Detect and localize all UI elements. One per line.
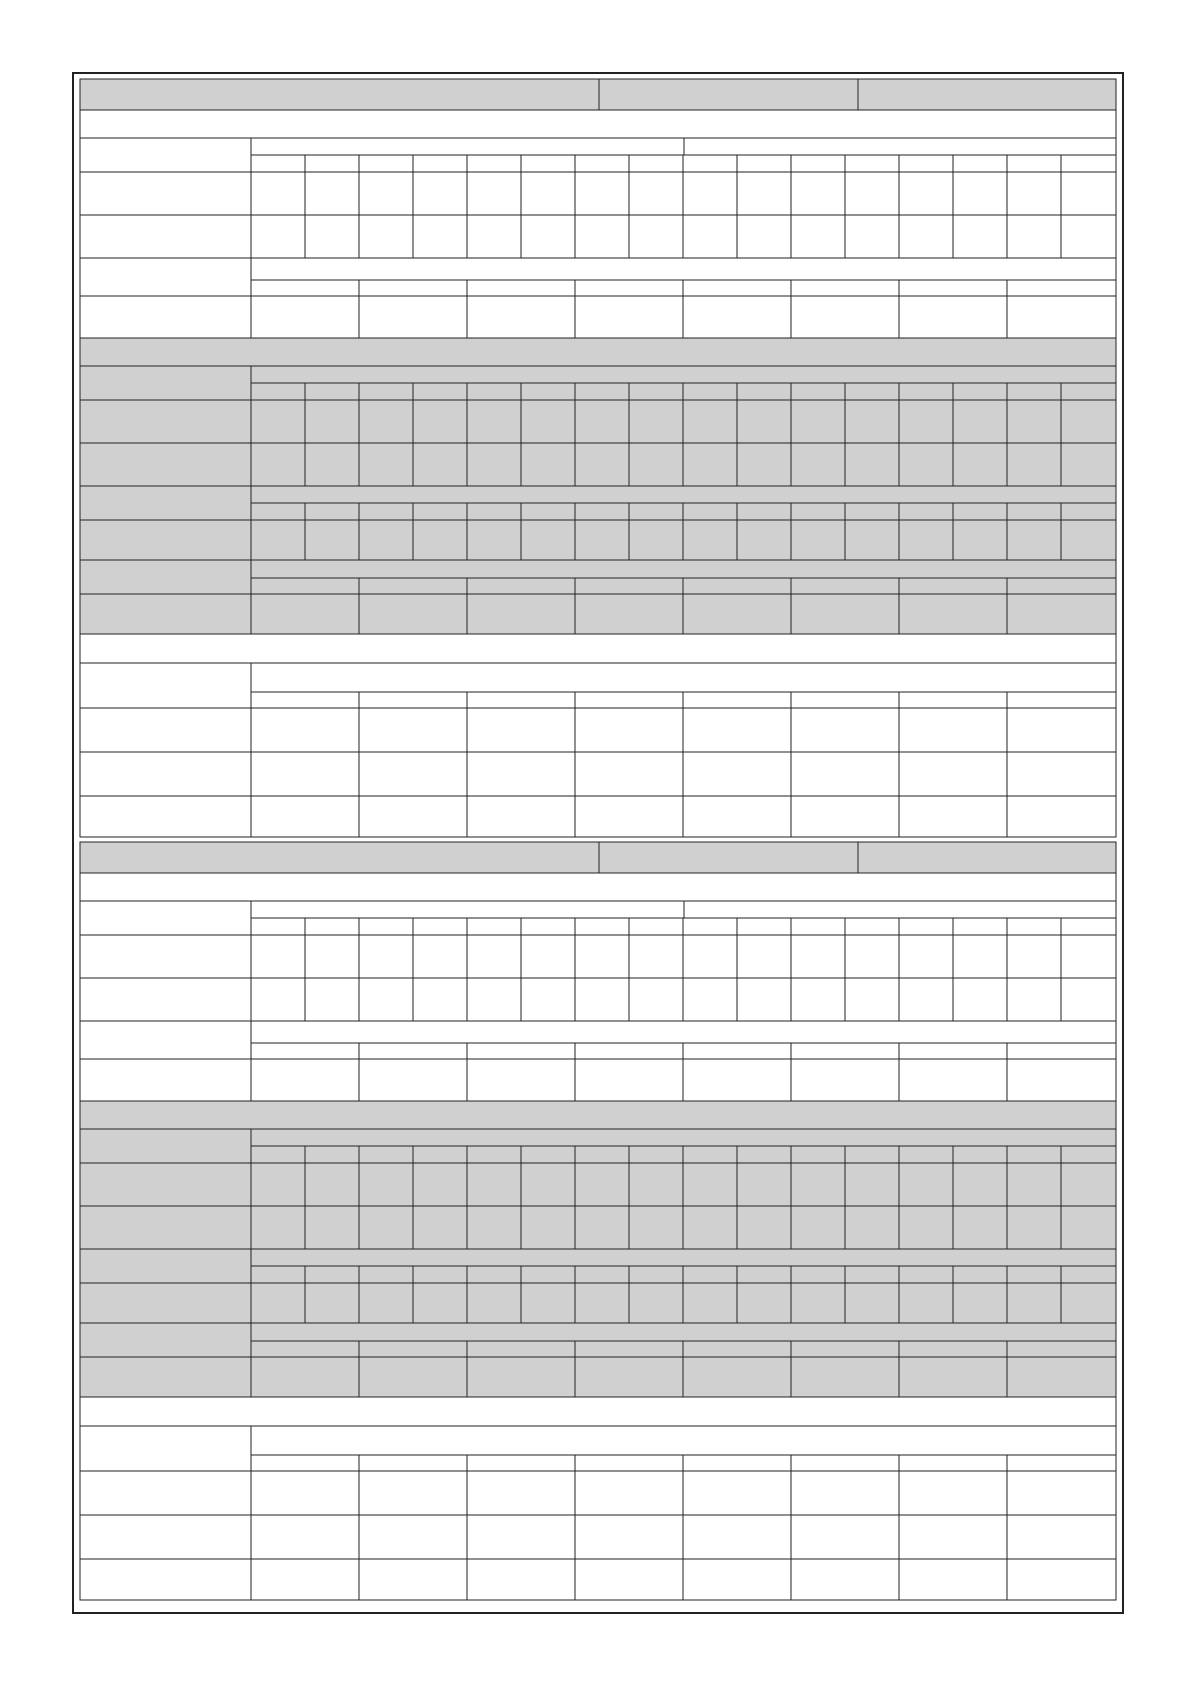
header-row — [80, 842, 1116, 873]
table-header — [80, 1021, 1116, 1059]
table-header — [80, 1323, 1116, 1357]
header-row — [80, 79, 1116, 110]
section-heading-row — [80, 1101, 1116, 1129]
table-row — [80, 1059, 1116, 1101]
section-heading-row — [80, 634, 1116, 663]
table-row — [80, 215, 1116, 258]
table-row — [80, 1515, 1116, 1559]
table-row — [80, 443, 1116, 486]
table-row — [80, 296, 1116, 338]
table-row — [80, 796, 1116, 837]
table-row — [80, 1471, 1116, 1515]
section-heading-row — [80, 110, 1116, 138]
table-row — [80, 1283, 1116, 1323]
table-row — [80, 978, 1116, 1021]
table-row — [80, 1163, 1116, 1206]
table-row — [80, 1206, 1116, 1249]
table-row — [80, 1357, 1116, 1397]
table-row — [80, 752, 1116, 796]
table-row — [80, 708, 1116, 752]
table-header — [80, 258, 1116, 296]
table-row — [80, 172, 1116, 215]
table-row — [80, 935, 1116, 978]
section-heading-row — [80, 338, 1116, 366]
table-row — [80, 1559, 1116, 1600]
table-header — [80, 663, 1116, 708]
table-row — [80, 520, 1116, 560]
table-header — [80, 560, 1116, 594]
table-row — [80, 400, 1116, 443]
table-row — [80, 594, 1116, 634]
section-heading-row — [80, 1397, 1116, 1426]
section-heading-row — [80, 873, 1116, 901]
table-header — [80, 1426, 1116, 1471]
